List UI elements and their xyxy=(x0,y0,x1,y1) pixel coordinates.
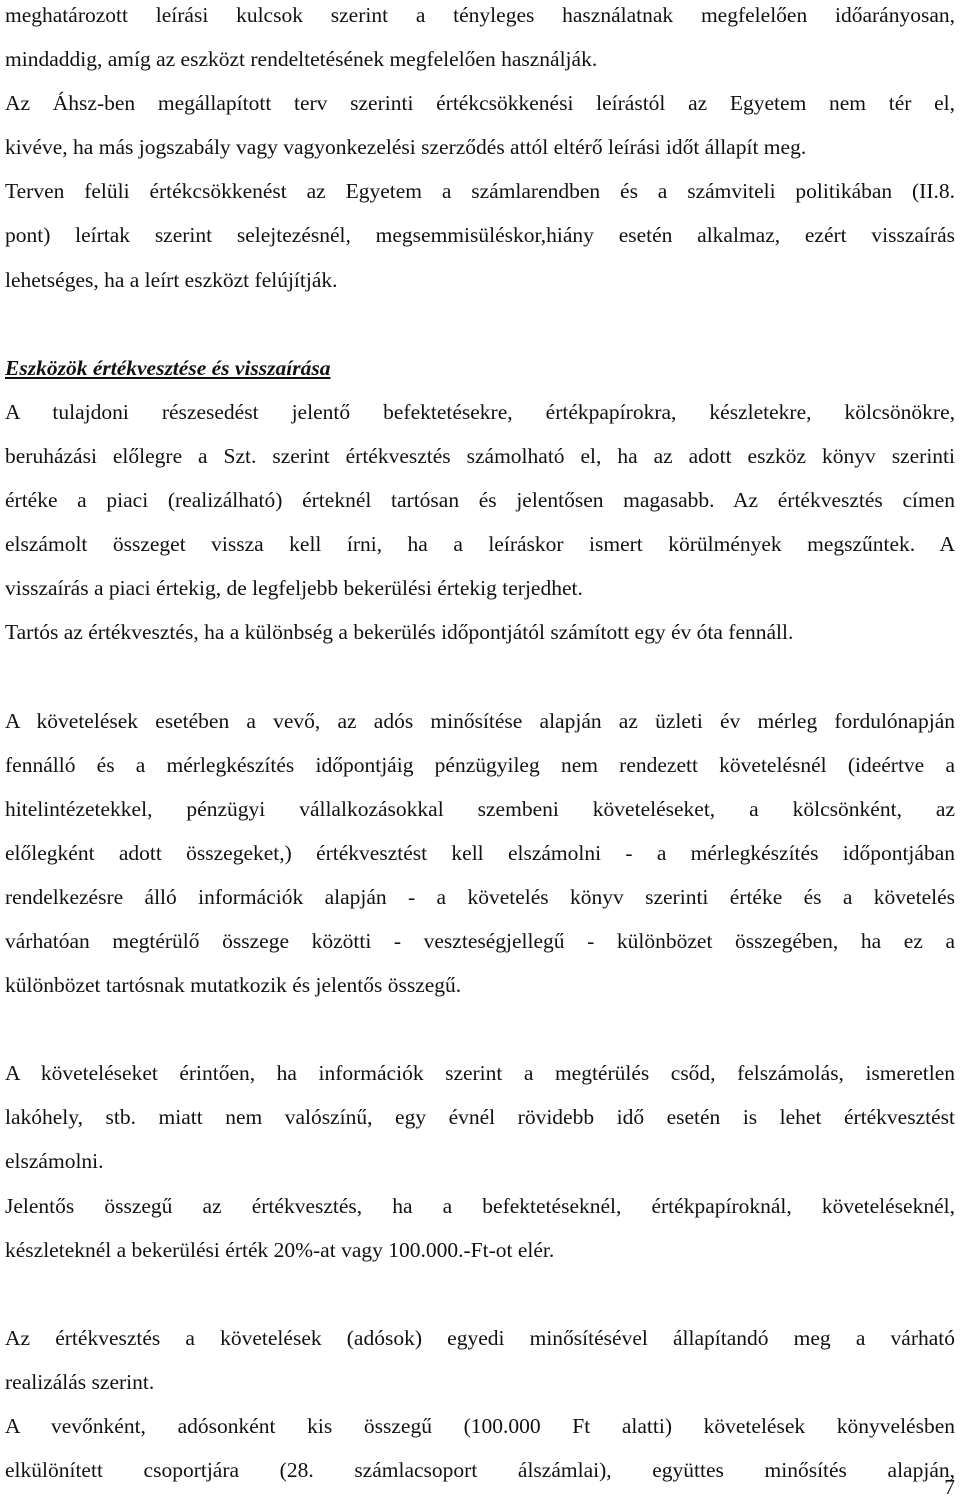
paragraph-gap xyxy=(5,309,955,353)
text-line: A követelések esetében a vevő, az adós minősítése alapján az üzleti év mérleg fordulónapján xyxy=(5,708,955,733)
text-line: kivéve, ha más jogszabály vagy vagyonkezelési szerződés attól eltérő leírási időt állapít meg. xyxy=(5,135,807,160)
text-line: rendelkezésre álló információk alapján - a követelés könyv szerinti értéke és a követelés xyxy=(5,884,955,909)
text-line: Az Áhsz-ben megállapított terv szerinti értékcsökkenési leírástól az Egyetem nem tér el, xyxy=(5,91,955,116)
page-number: 7 xyxy=(944,1475,955,1499)
text-line: mindaddig, amíg az eszközt rendeltetésének megfelelően használják. xyxy=(5,47,598,72)
text-line: Az értékvesztés a követelések (adósok) egyedi minősítésével állapítandó meg a várható xyxy=(5,1325,955,1350)
text-line: előlegként adott összegeket,) értékvesztést kell elszámolni - a mérlegkészítés időpontjában xyxy=(5,840,955,865)
paragraph-gap xyxy=(5,1279,955,1323)
text-line: A követeléseket érintően, ha információk szerint a megtérülés csőd, felszámolás, ismeretlen xyxy=(5,1061,955,1086)
paragraph-gap xyxy=(5,1014,955,1058)
paragraph-gap xyxy=(5,661,955,705)
text-line: Jelentős összegű az értékvesztés, ha a befektetéseknél, értékpapíroknál, követeléseknél, xyxy=(5,1193,955,1218)
text-line: A vevőnként, adósonként kis összegű (100.000 Ft alatti) követelések könyvelésben xyxy=(5,1414,955,1438)
text-line: Tartós az értékvesztés, ha a különbség a bekerülés időpontjától számított egy év óta fennáll. xyxy=(5,620,794,645)
text-line: fennálló és a mérlegkészítés időpontjáig pénzügyileg nem rendezett követelésnél (ideértve a xyxy=(5,752,955,777)
text-line: realizálás szerint. xyxy=(5,1369,155,1394)
section-heading: Eszközök értékvesztése és visszaírása xyxy=(5,355,331,380)
text-line: Terven felüli értékcsökkenést az Egyetem a számlarendben és a számviteli politikában (II.8. xyxy=(5,179,955,204)
text-line: elszámolni. xyxy=(5,1149,104,1174)
text-line: meghatározott leírási kulcsok szerint a tényleges használatnak megfelelően időarányosan, xyxy=(5,3,955,27)
text-line: elszámolt összeget vissza kell írni, ha a leíráskor ismert körülmények megszűntek. A xyxy=(5,532,955,557)
text-line: elkülönített csoportjára (28. számlacsoport álszámlai), együttes minősítés alapján, xyxy=(5,1458,955,1483)
text-line: A tulajdoni részesedést jelentő befektetésekre, értékpapírokra, készletekre, kölcsönökre, xyxy=(5,399,955,424)
text-line: értéke a piaci (realizálható) érteknél tartósan és jelentősen magasabb. Az értékvesztés címen xyxy=(5,488,955,513)
text-line: hitelintézetekkel, pénzügyi vállalkozásokkal szembeni követeléseket, a kölcsönként, az xyxy=(5,796,955,821)
text-line: különbözet tartósnak mutatkozik és jelentős összegű. xyxy=(5,973,462,998)
text-line: várhatóan megtérülő összege közötti - veszteségjellegű - különbözet összegében, ha ez a xyxy=(5,928,955,953)
text-line: beruházási előlegre a Szt. szerint értékvesztés számolható el, ha az adott eszköz könyv szerinti xyxy=(5,443,955,468)
text-line: készleteknél a bekerülési érték 20%-at vagy 100.000.-Ft-ot elér. xyxy=(5,1237,555,1262)
document-page xyxy=(5,0,955,1499)
text-line: lehetséges, ha a leírt eszközt felújítják. xyxy=(5,267,338,292)
text-line: pont) leírtak szerint selejtezésnél, megsemmisüléskor,hiány esetén alkalmaz, ezért visszaírás xyxy=(5,223,955,248)
text-line: visszaírás a piaci értekig, de legfeljebb bekerülési értekig terjedhet. xyxy=(5,576,583,601)
text-line: lakóhely, stb. miatt nem valószínű, egy évnél rövidebb idő esetén is lehet értékvesztést xyxy=(5,1105,955,1130)
